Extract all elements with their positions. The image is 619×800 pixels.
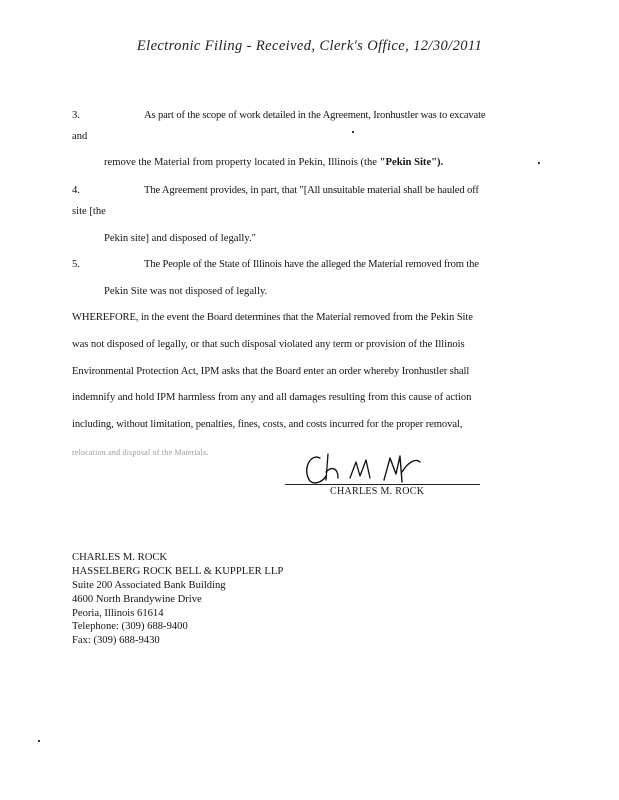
stray-mark xyxy=(38,740,40,742)
counsel-city: Peoria, Illinois 61614 xyxy=(72,608,164,619)
wherefore-line-1: WHEREFORE, in the event the Board determines that the Material removed from the Pekin Site xyxy=(72,312,473,323)
counsel-firm: HASSELBERG ROCK BELL & KUPPLER LLP xyxy=(72,566,284,577)
counsel-street: 4600 North Brandywine Drive xyxy=(72,594,202,605)
wherefore-line-6-faint: relocation and disposal of the Materials. xyxy=(72,448,209,457)
paragraph-3-line-2: and xyxy=(72,131,88,142)
paragraph-4-line-1: The Agreement provides, in part, that "[All unsuitable material shall be hauled off xyxy=(144,185,479,196)
stray-mark xyxy=(352,131,354,133)
handwritten-signature xyxy=(280,448,480,488)
filing-stamp-header: Electronic Filing - Received, Clerk's Office, 12/30/2011 xyxy=(136,38,483,54)
paragraph-5-line-2: Pekin Site was not disposed of legally. xyxy=(104,286,268,297)
paragraph-4-number: 4. xyxy=(72,185,80,196)
paragraph-3-line-1: As part of the scope of work detailed in the Agreement, Ironhustler was to excavate xyxy=(144,110,486,121)
signature-line xyxy=(285,484,480,485)
paragraph-4-line-3: Pekin site] and disposed of legally." xyxy=(104,233,256,244)
stray-mark xyxy=(538,162,540,164)
wherefore-line-5: including, without limitation, penalties, fines, costs, and costs incurred for the proper removal, xyxy=(72,419,463,430)
counsel-phone: Telephone: (309) 688-9400 xyxy=(72,621,188,632)
paragraph-4-line-2: site [the xyxy=(72,206,106,217)
counsel-suite: Suite 200 Associated Bank Building xyxy=(72,580,226,591)
wherefore-line-2: was not disposed of legally, or that such disposal violated any term or provision of the Illinois xyxy=(72,339,465,350)
paragraph-5-line-1: The People of the State of Illinois have the alleged the Material removed from the xyxy=(144,259,479,270)
counsel-fax: Fax: (309) 688-9430 xyxy=(72,635,160,646)
paragraph-5-number: 5. xyxy=(72,259,80,270)
paragraph-3-number: 3. xyxy=(72,110,80,121)
paragraph-3-line-3 xyxy=(104,157,443,168)
signer-name: CHARLES M. ROCK xyxy=(330,486,425,497)
wherefore-line-4: indemnify and hold IPM harmless from any and all damages resulting from this cause of action xyxy=(72,392,472,403)
counsel-name: CHARLES M. ROCK xyxy=(72,552,168,563)
paragraph-3-line-3-text: remove the Material from property located in Pekin, Illinois (the xyxy=(104,157,380,168)
pekin-site-defined-term: "Pekin Site"). xyxy=(379,157,444,168)
wherefore-line-3: Environmental Protection Act, IPM asks that the Board enter an order whereby Ironhustler shall xyxy=(72,366,470,377)
